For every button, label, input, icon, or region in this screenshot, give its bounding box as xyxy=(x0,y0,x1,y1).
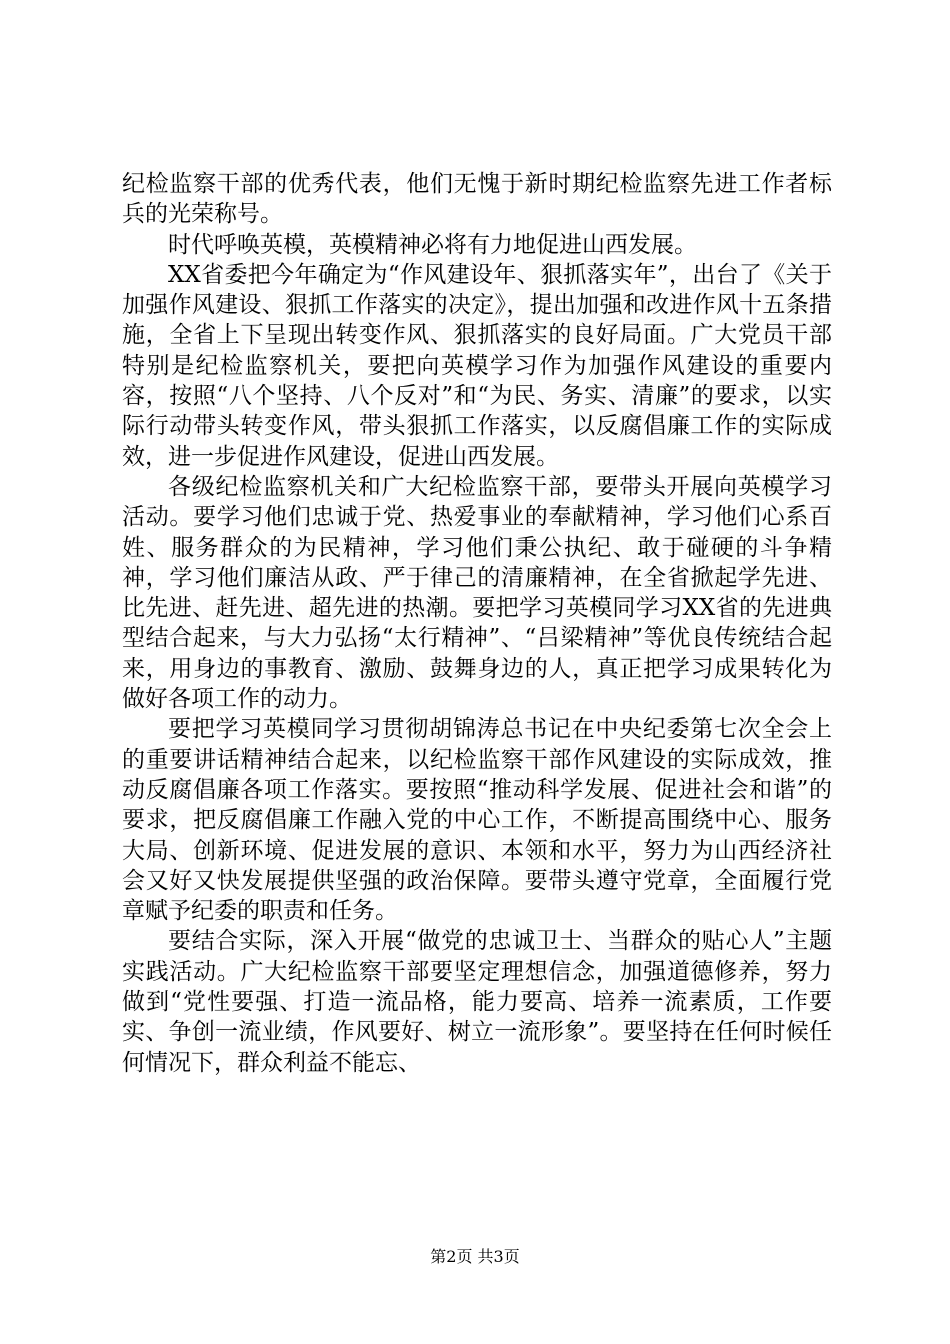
paragraph: 要把学习英模同学习贯彻胡锦涛总书记在中央纪委第七次全会上的重要讲话精神结合起来，以纪检监察干部作风建设的实际成效，推动反腐倡廉各项工作落实。要按照“推动科学发展、促进社会和谐”的要求，把反腐倡廉工作融入党的中心工作，不断提高围绕中心、服务大局、创新环境、促进发展的意识、本领和水平，努力为山西经济社会又好又快发展提供坚强的政治保障。要带头遵守党章，全面履行党章赋予纪委的职责和任务。 xyxy=(122,716,832,925)
document-body xyxy=(122,169,832,1078)
paragraph: XX省委把今年确定为“作风建设年、狠抓落实年”，出台了《关于加强作风建设、狠抓工作落实的决定》，提出加强和改进作风十五条措施，全省上下呈现出转变作风、狠抓落实的良好局面。广大党员干部特别是纪检监察机关，要把向英模学习作为加强作风建设的重要内容，按照“八个坚持、八个反对”和“为民、务实、清廉”的要求，以实际行动带头转变作风，带头狠抓工作落实，以反腐倡廉工作的实际成效，进一步促进作风建设，促进山西发展。 xyxy=(122,261,832,470)
paragraph: 要结合实际，深入开展“做党的忠诚卫士、当群众的贴心人”主题实践活动。广大纪检监察干部要坚定理想信念，加强道德修养，努力做到“党性要强、打造一流品格，能力要高、培养一流素质，工作要实、争创一流业绩，作风要好、树立一流形象”。要坚持在任何时候任何情况下，群众利益不能忘、 xyxy=(122,928,832,1076)
paragraph: 时代呼唤英模，英模精神必将有力地促进山西发展。 xyxy=(168,231,697,258)
page-footer: 第2页 共3页 xyxy=(430,1247,520,1266)
paragraph-continued: 纪检监察干部的优秀代表，他们无愧于新时期纪检监察先进工作者标兵的光荣称号。 xyxy=(122,171,832,228)
paragraph: 各级纪检监察机关和广大纪检监察干部，要带头开展向英模学习活动。要学习他们忠诚于党、热爱事业的奉献精神，学习他们心系百姓、服务群众的为民精神，学习他们秉公执纪、敢于碰硬的斗争精神，学习他们廉洁从政、严于律己的清廉精神，在全省掀起学先进、比先进、赶先进、超先进的热潮。要把学习英模同学习XX省的先进典型结合起来，与大力弘扬“太行精神”、“吕梁精神”等优良传统结合起来，用身边的事教育、激励、鼓舞身边的人，真正把学习成果转化为做好各项工作的动力。 xyxy=(122,473,832,713)
